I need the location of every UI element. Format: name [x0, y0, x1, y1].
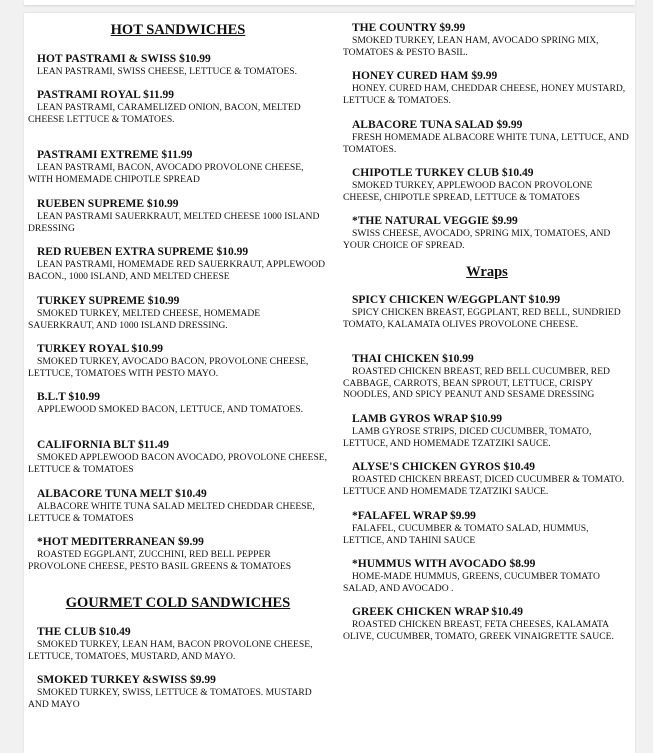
menu-item-description: ROASTED CHICKEN BREAST, DICED CUCUMBER & TOMATO. LETTUCE AND HOMEMADE TZATZIKI SAUCE. — [343, 474, 625, 497]
menu-item-description: SMOKED TURKEY, AVOCADO BACON, PROVOLONE CHEESE, LETTUCE, TOMATOES WITH PESTO MAYO. — [28, 356, 309, 379]
menu-item-hot-mediterranean — [28, 536, 328, 572]
menu-item-name: ALBACORE TUNA SALAD $9.99 — [352, 119, 523, 131]
menu-item-name: *HUMMUS WITH AVOCADO $8.99 — [352, 558, 536, 570]
menu-item-description: LEAN PASTRAMI, HOMEMADE RED SAUERKRAUT, APPLEWOOD BACON., 1000 ISLAND, AND MELTED CHEESE — [28, 259, 326, 282]
menu-item-name: RED RUEBEN EXTRA SUPREME $10.99 — [37, 246, 249, 258]
menu-item-the-country — [343, 22, 631, 58]
menu-item-name: TURKEY ROYAL $10.99 — [37, 343, 163, 355]
menu-item-description: LEAN PASTRAMI, SWISS CHEESE, LETTUCE & TOMATOES. — [37, 66, 298, 77]
menu-item-alyse-s-chicken-gyros — [343, 461, 631, 497]
menu-item-name: TURKEY SUPREME $10.99 — [37, 295, 180, 307]
menu-item-hot-pastrami-swiss — [28, 53, 328, 78]
menu-item-description: SMOKED TURKEY, MELTED CHEESE, HOMEMADE SAUERKRAUT, AND 1000 ISLAND DRESSING. — [28, 308, 261, 331]
menu-item-thai-chicken — [343, 353, 631, 401]
menu-item-greek-chicken-wrap — [343, 606, 631, 642]
section-title-hot-sandwiches: HOT SANDWICHES — [110, 22, 246, 38]
menu-item-the-club — [28, 626, 328, 662]
menu-item-description: ROASTED CHICKEN BREAST, FETA CHEESES, KALAMATA OLIVE, CUCUMBER, TOMATO, GREEK VINAIGRETTE SAUCE. — [343, 619, 614, 642]
menu-item-albacore-tuna-melt — [28, 488, 328, 524]
menu-item-description: HONEY. CURED HAM, CHEDDAR CHEESE, HONEY MUSTARD, LETTUCE & TOMATOES. — [343, 83, 626, 106]
menu-item-description: ROASTED EGGPLANT, ZUCCHINI, RED BELL PEPPER PROVOLONE CHEESE, PESTO BASIL GREENS & TOMATOES — [28, 549, 292, 572]
menu-item-falafel-wrap — [343, 510, 631, 546]
menu-item-description: SMOKED TURKEY, SWISS, LETTUCE & TOMATOES. MUSTARD AND MAYO — [28, 687, 312, 710]
menu-item-name: B.L.T $10.99 — [37, 391, 101, 403]
menu-item-name: PASTRAMI ROYAL $11.99 — [37, 89, 175, 101]
menu-item-name: CALIFORNIA BLT $11.49 — [37, 439, 169, 451]
menu-item-california-blt — [28, 439, 328, 475]
menu-item-name: THAI CHICKEN $10.99 — [352, 353, 474, 365]
menu-item-name: HOT PASTRAMI & SWISS $10.99 — [37, 53, 211, 65]
menu-item-honey-cured-ham — [343, 70, 631, 106]
menu-item-rueben-supreme — [28, 198, 328, 234]
menu-item-lamb-gyros-wrap — [343, 413, 631, 449]
menu-item-hummus-with-avocado — [343, 558, 631, 594]
menu-item-red-rueben-extra-supreme — [28, 246, 328, 282]
menu-item-name: CHIPOTLE TURKEY CLUB $10.49 — [352, 167, 534, 179]
menu-item-turkey-supreme — [28, 295, 328, 331]
previous-page-edge — [24, 0, 635, 5]
menu-item-name: THE CLUB $10.49 — [37, 626, 131, 638]
menu-item-description: LEAN PASTRAMI, BACON, AVOCADO PROVOLONE CHEESE, WITH HOMEMADE CHIPOTLE SPREAD — [28, 162, 304, 185]
menu-item-description: SWISS CHEESE, AVOCADO, SPRING MIX, TOMATOES, AND YOUR CHOICE OF SPREAD. — [343, 228, 611, 251]
menu-item-chipotle-turkey-club — [343, 167, 631, 203]
menu-item-description: ROASTED CHICKEN BREAST, RED BELL CUCUMBER, RED CABBAGE, CARROTS, BEAN SPROUT, LETTUCE, CRISPY NOODLES, AND SPICY PEANUT AND SESAME DRESSING — [343, 366, 610, 401]
menu-item-description: SMOKED TURKEY, APPLEWOOD BACON PROVOLONE CHEESE, CHIPOTLE SPREAD, LETTUCE & TOMATOES — [343, 180, 593, 203]
menu-item-name: THE COUNTRY $9.99 — [352, 22, 466, 34]
menu-item-spicy-chicken-w-eggplant — [343, 294, 631, 330]
menu-item-name: GREEK CHICKEN WRAP $10.49 — [352, 606, 524, 618]
menu-item-description: FALAFEL, CUCUMBER & TOMATO SALAD, HUMMUS, LETTICE, AND TAHINI SAUCE — [343, 523, 589, 546]
menu-item-smoked-turkey-swiss — [28, 674, 328, 710]
menu-item-description: LEAN PASTRAMI SAUERKRAUT, MELTED CHEESE 1000 ISLAND DRESSING — [28, 211, 320, 234]
menu-item-b-l-t — [28, 391, 328, 416]
section-title-wraps: Wraps — [466, 264, 508, 280]
menu-item-description: LEAN PASTRAMI, CARAMELIZED ONION, BACON, MELTED CHEESE LETTUCE & TOMATOES. — [28, 102, 301, 125]
menu-item-name: LAMB GYROS WRAP $10.99 — [352, 413, 502, 425]
menu-item-name: *THE NATURAL VEGGIE $9.99 — [352, 215, 518, 227]
menu-item-description: APPLEWOOD SMOKED BACON, LETTUCE, AND TOMATOES. — [37, 404, 303, 415]
menu-item-name: ALYSE'S CHICKEN GYROS $10.49 — [352, 461, 535, 473]
menu-item-description: ALBACORE WHITE TUNA SALAD MELTED CHEDDAR CHEESE, LETTUCE & TOMATOES — [28, 501, 315, 524]
menu-item-description: SMOKED TURKEY, LEAN HAM, AVOCADO SPRING MIX, TOMATOES & PESTO BASIL. — [343, 35, 599, 58]
menu-item-description: FRESH HOMEMADE ALBACORE WHITE TUNA, LETTUCE, AND TOMATOES. — [343, 132, 629, 155]
menu-page — [24, 13, 635, 753]
menu-item-albacore-tuna-salad — [343, 119, 631, 155]
section-title-gourmet-cold-sandwiches: GOURMET COLD SANDWICHES — [65, 595, 291, 611]
menu-item-pastrami-extreme — [28, 149, 328, 185]
menu-item-name: HONEY CURED HAM $9.99 — [352, 70, 498, 82]
menu-item-description: SMOKED TURKEY, LEAN HAM, BACON PROVOLONE CHEESE, LETTUCE, TOMATOES, MUSTARD, AND MAYO. — [28, 639, 313, 662]
menu-item-name: ALBACORE TUNA MELT $10.49 — [37, 488, 207, 500]
menu-item-description: SMOKED APPLEWOOD BACON AVOCADO, PROVOLONE CHEESE, LETTUCE & TOMATOES — [28, 452, 328, 475]
menu-item-name: *HOT MEDITERRANEAN $9.99 — [37, 536, 204, 548]
menu-item-name: SMOKED TURKEY &SWISS $9.99 — [37, 674, 216, 686]
menu-item-name: RUEBEN SUPREME $10.99 — [37, 198, 179, 210]
menu-item-description: HOME-MADE HUMMUS, GREENS, CUCUMBER TOMATO SALAD, AND AVOCADO . — [343, 571, 600, 594]
menu-item-turkey-royal — [28, 343, 328, 379]
menu-item-name: *FALAFEL WRAP $9.99 — [352, 510, 476, 522]
menu-item-description: LAMB GYROSE STRIPS, DICED CUCUMBER, TOMATO, LETTUCE, AND HOMEMADE TZATZIKI SAUCE. — [343, 426, 592, 449]
menu-item-name: PASTRAMI EXTREME $11.99 — [37, 149, 193, 161]
menu-item-description: SPICY CHICKEN BREAST, EGGPLANT, RED BELL, SUNDRIED TOMATO, KALAMATA OLIVES PROVOLONE CHEESE. — [343, 307, 621, 330]
menu-item-the-natural-veggie — [343, 215, 631, 251]
menu-item-pastrami-royal — [28, 89, 328, 125]
menu-item-name: SPICY CHICKEN W/EGGPLANT $10.99 — [352, 294, 561, 306]
